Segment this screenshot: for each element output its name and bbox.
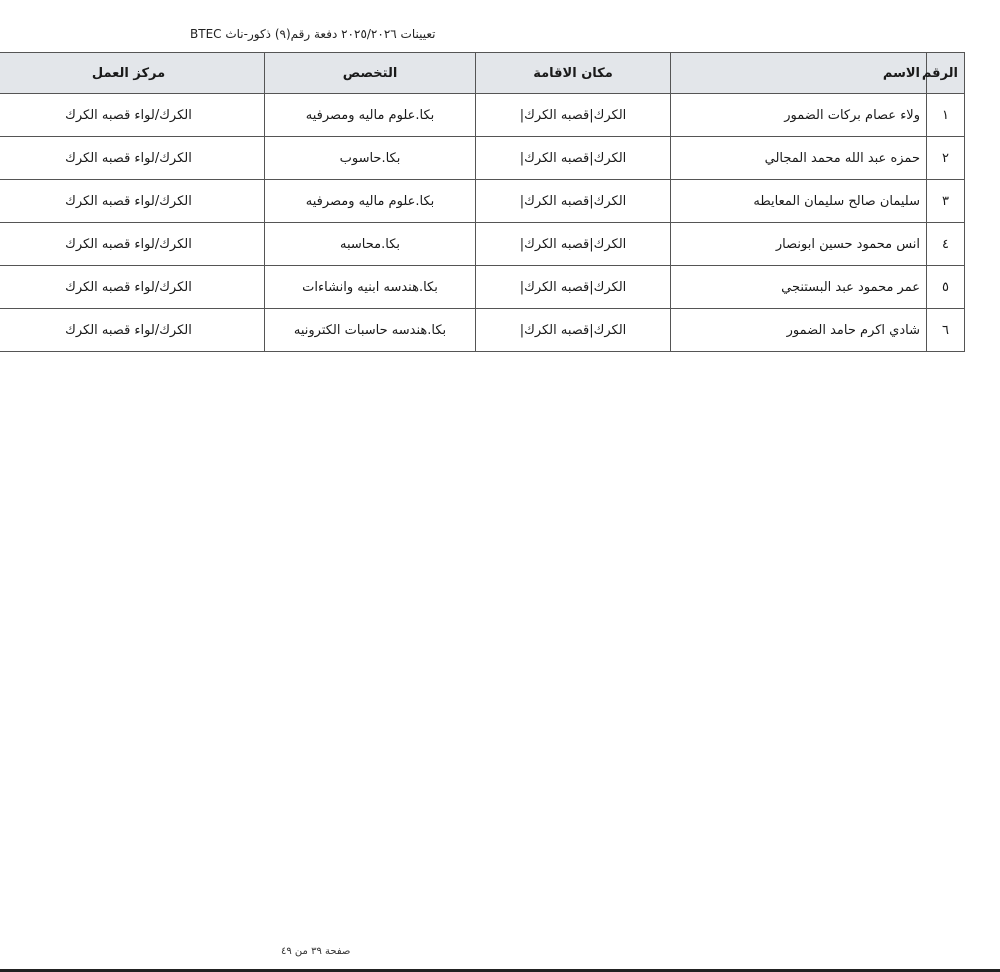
header-number: الرقم — [927, 53, 965, 94]
row-name: انس محمود حسين ابونصار — [671, 223, 927, 266]
table-header — [0, 53, 965, 94]
header-row — [0, 53, 965, 94]
row-residence: الكرك|قصبه الكرك| — [476, 266, 671, 309]
row-work-center: الكرك/لواء قصبه الكرك — [0, 180, 265, 223]
row-residence: الكرك|قصبه الكرك| — [476, 137, 671, 180]
row-work-center: الكرك/لواء قصبه الكرك — [0, 94, 265, 137]
row-number: ٤ — [927, 223, 965, 266]
row-work-center: الكرك/لواء قصبه الكرك — [0, 266, 265, 309]
row-specialty: بكا.هندسه ابنيه وانشاءات — [265, 266, 476, 309]
row-work-center: الكرك/لواء قصبه الكرك — [0, 309, 265, 352]
row-number: ١ — [927, 94, 965, 137]
row-specialty: بكا.هندسه حاسبات الكترونيه — [265, 309, 476, 352]
row-residence: الكرك|قصبه الكرك| — [476, 309, 671, 352]
table-row — [0, 137, 965, 180]
page-number-footer: صفحة ٣٩ من ٤٩ — [281, 946, 351, 957]
row-residence: الكرك|قصبه الكرك| — [476, 94, 671, 137]
row-name: عمر محمود عبد البستنجي — [671, 266, 927, 309]
row-name: شادي اكرم حامد الضمور — [671, 309, 927, 352]
table-row — [0, 309, 965, 352]
table-row — [0, 94, 965, 137]
header-residence: مكان الاقامة — [476, 53, 671, 94]
table-row — [0, 223, 965, 266]
row-number: ٦ — [927, 309, 965, 352]
table-row — [0, 180, 965, 223]
row-specialty: بكا.حاسوب — [265, 137, 476, 180]
row-work-center: الكرك/لواء قصبه الكرك — [0, 223, 265, 266]
row-number: ٢ — [927, 137, 965, 180]
appointments-table — [0, 52, 965, 352]
table-body — [0, 94, 965, 352]
row-number: ٥ — [927, 266, 965, 309]
header-specialty: التخصص — [265, 53, 476, 94]
row-residence: الكرك|قصبه الكرك| — [476, 180, 671, 223]
document-title: تعيينات ٢٠٢٥/٢٠٢٦ دفعة رقم(٩) ذكور-ناث BTEC — [190, 27, 436, 41]
row-name: حمزه عبد الله محمد المجالي — [671, 137, 927, 180]
row-name: ولاء عصام بركات الضمور — [671, 94, 927, 137]
header-work-center: مركز العمل — [0, 53, 265, 94]
row-name: سليمان صالح سليمان المعايطه — [671, 180, 927, 223]
row-residence: الكرك|قصبه الكرك| — [476, 223, 671, 266]
row-specialty: بكا.علوم ماليه ومصرفيه — [265, 180, 476, 223]
header-name: الاسم — [671, 53, 927, 94]
row-number: ٣ — [927, 180, 965, 223]
table-row — [0, 266, 965, 309]
row-work-center: الكرك/لواء قصبه الكرك — [0, 137, 265, 180]
row-specialty: بكا.محاسبه — [265, 223, 476, 266]
row-specialty: بكا.علوم ماليه ومصرفيه — [265, 94, 476, 137]
